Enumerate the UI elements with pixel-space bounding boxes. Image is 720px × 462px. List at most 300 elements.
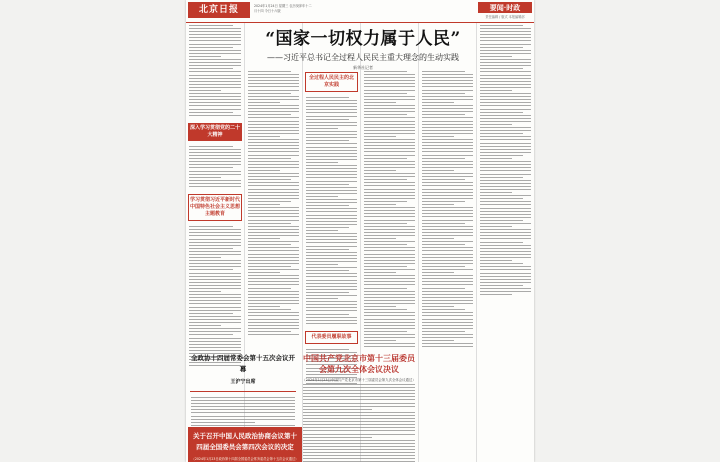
- text-line: [422, 337, 473, 338]
- text-line: [364, 114, 407, 115]
- text-line: [422, 189, 473, 190]
- text-line: [364, 77, 415, 78]
- text-line: [364, 337, 415, 338]
- text-line: [422, 278, 473, 279]
- text-line: [189, 266, 241, 267]
- text-line: [189, 78, 241, 79]
- text-line: [480, 87, 531, 88]
- text-line: [422, 241, 473, 242]
- text-line: [189, 105, 241, 106]
- text-line: [480, 149, 531, 150]
- text-line: [189, 47, 233, 48]
- text-line: [189, 344, 241, 345]
- text-line: [422, 117, 473, 118]
- text-line: [422, 167, 473, 168]
- text-line: [248, 108, 299, 109]
- text-line: [189, 226, 233, 227]
- text-line: [303, 427, 415, 428]
- text-line: [364, 312, 415, 313]
- text-line: [306, 286, 357, 287]
- text-line: [248, 309, 291, 310]
- text-line: [422, 250, 473, 251]
- text-line: [189, 71, 241, 72]
- bottom-red-subtitle: （2024年1月23日政协第十四届全国委员会常务委员会第十五次会议通过）: [191, 457, 299, 461]
- text-line: [306, 122, 357, 123]
- text-line: [189, 239, 241, 240]
- text-line: [422, 114, 465, 115]
- text-line: [306, 233, 357, 234]
- newspaper-page: [186, 0, 534, 462]
- text-line: [248, 192, 299, 193]
- text-line: [364, 201, 407, 202]
- text-line: [303, 412, 415, 413]
- text-line: [248, 210, 299, 211]
- text-line: [480, 65, 531, 66]
- text-line: [306, 119, 349, 120]
- text-line: [364, 173, 415, 174]
- text-line: [189, 99, 241, 100]
- text-line: [422, 334, 473, 335]
- bottom-center-title: 中国共产党北京市第十三届委员会第九次全体会议决议: [303, 353, 415, 374]
- text-line: [306, 230, 338, 231]
- text-line: [480, 251, 531, 252]
- text-line: [422, 179, 465, 180]
- text-line: [189, 115, 241, 116]
- text-line: [306, 143, 357, 144]
- text-line: [422, 210, 473, 211]
- text-line: [480, 53, 531, 54]
- text-line: [364, 303, 415, 304]
- text-line: [480, 208, 531, 209]
- text-line: [422, 331, 465, 332]
- text-line: [248, 207, 299, 208]
- text-line: [480, 31, 531, 32]
- text-line: [364, 90, 415, 91]
- text-line: [303, 421, 415, 422]
- text-line: [364, 133, 415, 134]
- text-line: [306, 349, 349, 350]
- text-line: [480, 276, 531, 277]
- text-line: [480, 192, 512, 193]
- bottom-center-article: [300, 353, 418, 462]
- text-line: [248, 173, 299, 174]
- text-line: [248, 257, 299, 258]
- text-line: [306, 156, 357, 157]
- text-line: [306, 307, 357, 308]
- text-line: [480, 44, 531, 45]
- text-line: [189, 300, 241, 301]
- text-line: [480, 269, 531, 270]
- text-line: [480, 115, 531, 116]
- text-line: [306, 112, 357, 113]
- text-line: [248, 170, 280, 171]
- text-line: [422, 319, 473, 320]
- text-line: [248, 297, 299, 298]
- text-line: [248, 90, 299, 91]
- text-line: [480, 133, 523, 134]
- text-line: [480, 62, 531, 63]
- text-line: [422, 328, 473, 329]
- text-line: [422, 139, 473, 140]
- text-line: [422, 235, 473, 236]
- text-line: [364, 170, 396, 171]
- text-line: [189, 177, 221, 178]
- text-line: [191, 397, 295, 398]
- text-line: [189, 53, 241, 54]
- text-line: [189, 322, 241, 323]
- text-line: [189, 158, 241, 159]
- text-line: [422, 148, 473, 149]
- text-line: [480, 59, 531, 60]
- text-line: [422, 294, 473, 295]
- text-line: [189, 331, 241, 332]
- text-line: [306, 236, 357, 237]
- text-line: [422, 111, 473, 112]
- text-line: [306, 162, 338, 163]
- text-line: [422, 244, 465, 245]
- text-line: [306, 215, 357, 216]
- text-line: [480, 214, 531, 215]
- text-line: [480, 56, 512, 57]
- text-line: [189, 180, 241, 181]
- text-line: [422, 346, 473, 347]
- text-line: [480, 177, 523, 178]
- text-line: [189, 334, 233, 335]
- text-line: [306, 258, 357, 259]
- text-line: [364, 272, 396, 273]
- text-line: [248, 77, 299, 78]
- boxed-section-title: 全过程人民民主的北京实践: [305, 72, 358, 92]
- text-line: [248, 241, 299, 242]
- text-line: [248, 121, 299, 122]
- text-line: [306, 208, 357, 209]
- text-block: [303, 95, 360, 328]
- text-line: [189, 251, 241, 252]
- text-block: [186, 224, 244, 370]
- text-line: [189, 242, 241, 243]
- text-line: [189, 291, 221, 292]
- text-line: [248, 213, 299, 214]
- text-line: [248, 281, 299, 282]
- text-line: [364, 294, 415, 295]
- text-line: [422, 232, 473, 233]
- text-line: [364, 213, 415, 214]
- text-block: [419, 69, 476, 351]
- text-line: [303, 396, 415, 397]
- text-line: [189, 152, 241, 153]
- text-line: [306, 159, 357, 160]
- text-line: [306, 298, 338, 299]
- text-line: [480, 105, 531, 106]
- text-line: [303, 399, 415, 400]
- text-line: [189, 102, 241, 103]
- text-line: [189, 81, 241, 82]
- text-line: [189, 260, 241, 261]
- text-line: [422, 247, 473, 248]
- text-line: [189, 254, 241, 255]
- text-line: [189, 307, 241, 308]
- text-line: [189, 84, 241, 85]
- text-line: [364, 204, 396, 205]
- text-line: [189, 338, 241, 339]
- text-line: [306, 255, 357, 256]
- text-line: [364, 108, 415, 109]
- text-line: [189, 229, 241, 230]
- text-line: [306, 218, 357, 219]
- text-line: [248, 124, 299, 125]
- text-line: [248, 319, 299, 320]
- text-line: [480, 217, 531, 218]
- text-line: [422, 185, 473, 186]
- text-line: [364, 223, 407, 224]
- page-margin-right: [534, 0, 720, 462]
- text-line: [422, 223, 465, 224]
- text-line: [422, 124, 473, 125]
- text-line: [306, 125, 357, 126]
- text-line: [306, 184, 349, 185]
- text-line: [189, 303, 241, 304]
- text-line: [480, 130, 531, 131]
- text-line: [189, 279, 241, 280]
- text-line: [480, 90, 512, 91]
- text-line: [364, 105, 415, 106]
- text-line: [189, 174, 241, 175]
- text-line: [480, 204, 531, 205]
- page-body: [186, 23, 534, 462]
- text-line: [306, 131, 357, 132]
- text-line: [364, 322, 415, 323]
- text-line: [422, 77, 473, 78]
- text-line: [364, 319, 415, 320]
- text-block: [477, 23, 534, 299]
- text-line: [248, 291, 299, 292]
- text-line: [248, 300, 299, 301]
- text-line: [422, 105, 473, 106]
- text-line: [480, 273, 531, 274]
- text-line: [364, 260, 415, 261]
- text-line: [189, 65, 241, 66]
- text-line: [306, 292, 349, 293]
- text-line: [422, 164, 473, 165]
- text-line: [303, 434, 415, 435]
- text-line: [189, 248, 233, 249]
- text-line: [306, 239, 357, 240]
- text-line: [422, 182, 473, 183]
- text-line: [248, 176, 299, 177]
- text-line: [306, 177, 357, 178]
- text-line: [248, 74, 299, 75]
- text-line: [364, 111, 415, 112]
- text-block: [245, 69, 302, 339]
- text-line: [306, 202, 357, 203]
- text-line: [189, 149, 241, 150]
- text-line: [306, 147, 357, 148]
- text-line: [422, 130, 473, 131]
- text-line: [248, 334, 299, 335]
- text-line: [364, 96, 415, 97]
- text-line: [480, 124, 512, 125]
- text-line: [422, 133, 473, 134]
- text-line: [189, 269, 233, 270]
- section-banner: 深入学习贯彻党的二十大精神: [188, 123, 242, 141]
- text-line: [248, 179, 291, 180]
- text-line: [189, 232, 241, 233]
- text-line: [248, 133, 299, 134]
- text-line: [480, 189, 531, 190]
- text-line: [422, 300, 473, 301]
- text-line: [480, 238, 531, 239]
- text-line: [364, 284, 415, 285]
- text-line: [191, 412, 295, 413]
- text-line: [248, 204, 280, 205]
- text-line: [422, 216, 473, 217]
- text-line: [422, 173, 473, 174]
- text-line: [306, 249, 349, 250]
- text-line: [248, 155, 299, 156]
- text-line: [191, 419, 295, 420]
- masthead-logo[interactable]: 北京日报: [188, 2, 250, 18]
- text-line: [306, 276, 357, 277]
- text-line: [189, 37, 241, 38]
- text-line: [364, 334, 415, 335]
- text-line: [422, 74, 473, 75]
- text-line: [306, 242, 357, 243]
- text-line: [248, 269, 299, 270]
- text-line: [480, 37, 531, 38]
- text-line: [189, 288, 241, 289]
- text-line: [306, 304, 357, 305]
- boxed-section-title: 学习贯彻习近平新时代中国特色社会主义思想主题教育: [188, 194, 242, 221]
- page-subtitle: ——习近平总书记全过程人民民主重大理念的生动实践: [267, 53, 459, 62]
- text-line: [306, 221, 357, 222]
- text-line: [364, 176, 415, 177]
- text-line: [364, 346, 415, 347]
- masthead-date: 2024年1月24日 星期三 农历癸卯年十二月十四 今日十六版: [254, 4, 312, 13]
- text-line: [364, 244, 407, 245]
- text-line: [248, 83, 299, 84]
- bottom-center-subtitle: （2024年1月23日中国共产党北京市第十三届委员会第九次全体会议通过）: [302, 378, 416, 382]
- text-line: [422, 315, 473, 316]
- text-line: [480, 263, 523, 264]
- text-line: [248, 145, 299, 146]
- text-line: [191, 416, 295, 417]
- text-line: [364, 226, 415, 227]
- text-line: [248, 247, 299, 248]
- text-line: [306, 317, 357, 318]
- text-line: [480, 75, 531, 76]
- text-line: [364, 195, 415, 196]
- text-line: [422, 108, 473, 109]
- text-line: [364, 278, 415, 279]
- text-line: [480, 242, 523, 243]
- text-line: [480, 183, 531, 184]
- text-line: [364, 216, 415, 217]
- text-line: [480, 232, 531, 233]
- text-line: [248, 96, 299, 97]
- text-line: [248, 294, 299, 295]
- text-line: [364, 232, 415, 233]
- text-line: [306, 264, 338, 265]
- text-line: [364, 83, 415, 84]
- text-line: [422, 136, 454, 137]
- text-line: [480, 28, 531, 29]
- text-line: [248, 164, 299, 165]
- text-line: [248, 185, 299, 186]
- text-line: [422, 99, 473, 100]
- text-line: [364, 136, 396, 137]
- text-line: [189, 68, 233, 69]
- text-line: [364, 340, 396, 341]
- bottom-red-title: 关于召开中国人民政治协商会议第十四届全国委员会第四次会议的决定: [193, 432, 297, 451]
- text-line: [306, 171, 357, 172]
- text-line: [364, 247, 415, 248]
- text-line: [189, 186, 241, 187]
- text-line: [480, 152, 531, 153]
- text-line: [303, 455, 415, 456]
- text-line: [248, 278, 299, 279]
- text-line: [303, 406, 415, 407]
- text-line: [306, 283, 357, 284]
- text-line: [303, 409, 372, 410]
- text-line: [422, 176, 473, 177]
- text-line: [422, 204, 454, 205]
- text-line: [248, 315, 299, 316]
- section-sub-label: 责任编辑 / 版式 本报编辑部: [485, 15, 525, 19]
- text-line: [306, 168, 357, 169]
- text-line: [306, 140, 349, 141]
- text-line: [422, 343, 473, 344]
- text-line: [306, 227, 349, 228]
- text-line: [480, 102, 531, 103]
- text-line: [422, 121, 473, 122]
- text-line: [364, 155, 415, 156]
- text-line: [422, 325, 473, 326]
- text-line: [480, 248, 531, 249]
- text-line: [306, 295, 357, 296]
- divider: [190, 391, 296, 392]
- newspaper-column: [418, 23, 476, 462]
- text-line: [364, 189, 415, 190]
- text-line: [422, 158, 465, 159]
- text-line: [189, 50, 241, 51]
- text-line: [248, 223, 291, 224]
- text-line: [364, 192, 415, 193]
- text-line: [480, 294, 512, 295]
- text-line: [422, 198, 473, 199]
- text-line: [306, 205, 349, 206]
- text-line: [303, 424, 415, 425]
- text-line: [364, 235, 415, 236]
- bottom-left-subtitle: 王沪宁出席: [230, 379, 256, 385]
- text-line: [189, 161, 241, 162]
- text-line: [248, 86, 299, 87]
- text-line: [306, 267, 357, 268]
- text-line: [480, 229, 531, 230]
- text-line: [364, 80, 415, 81]
- text-line: [480, 40, 531, 41]
- text-line: [189, 313, 233, 314]
- text-line: [248, 229, 299, 230]
- text-line: [480, 260, 512, 261]
- text-line: [422, 207, 473, 208]
- text-line: [364, 281, 415, 282]
- text-line: [248, 151, 299, 152]
- text-line: [189, 273, 241, 274]
- text-line: [189, 40, 241, 41]
- text-line: [480, 143, 531, 144]
- text-line: [364, 207, 415, 208]
- text-line: [480, 139, 531, 140]
